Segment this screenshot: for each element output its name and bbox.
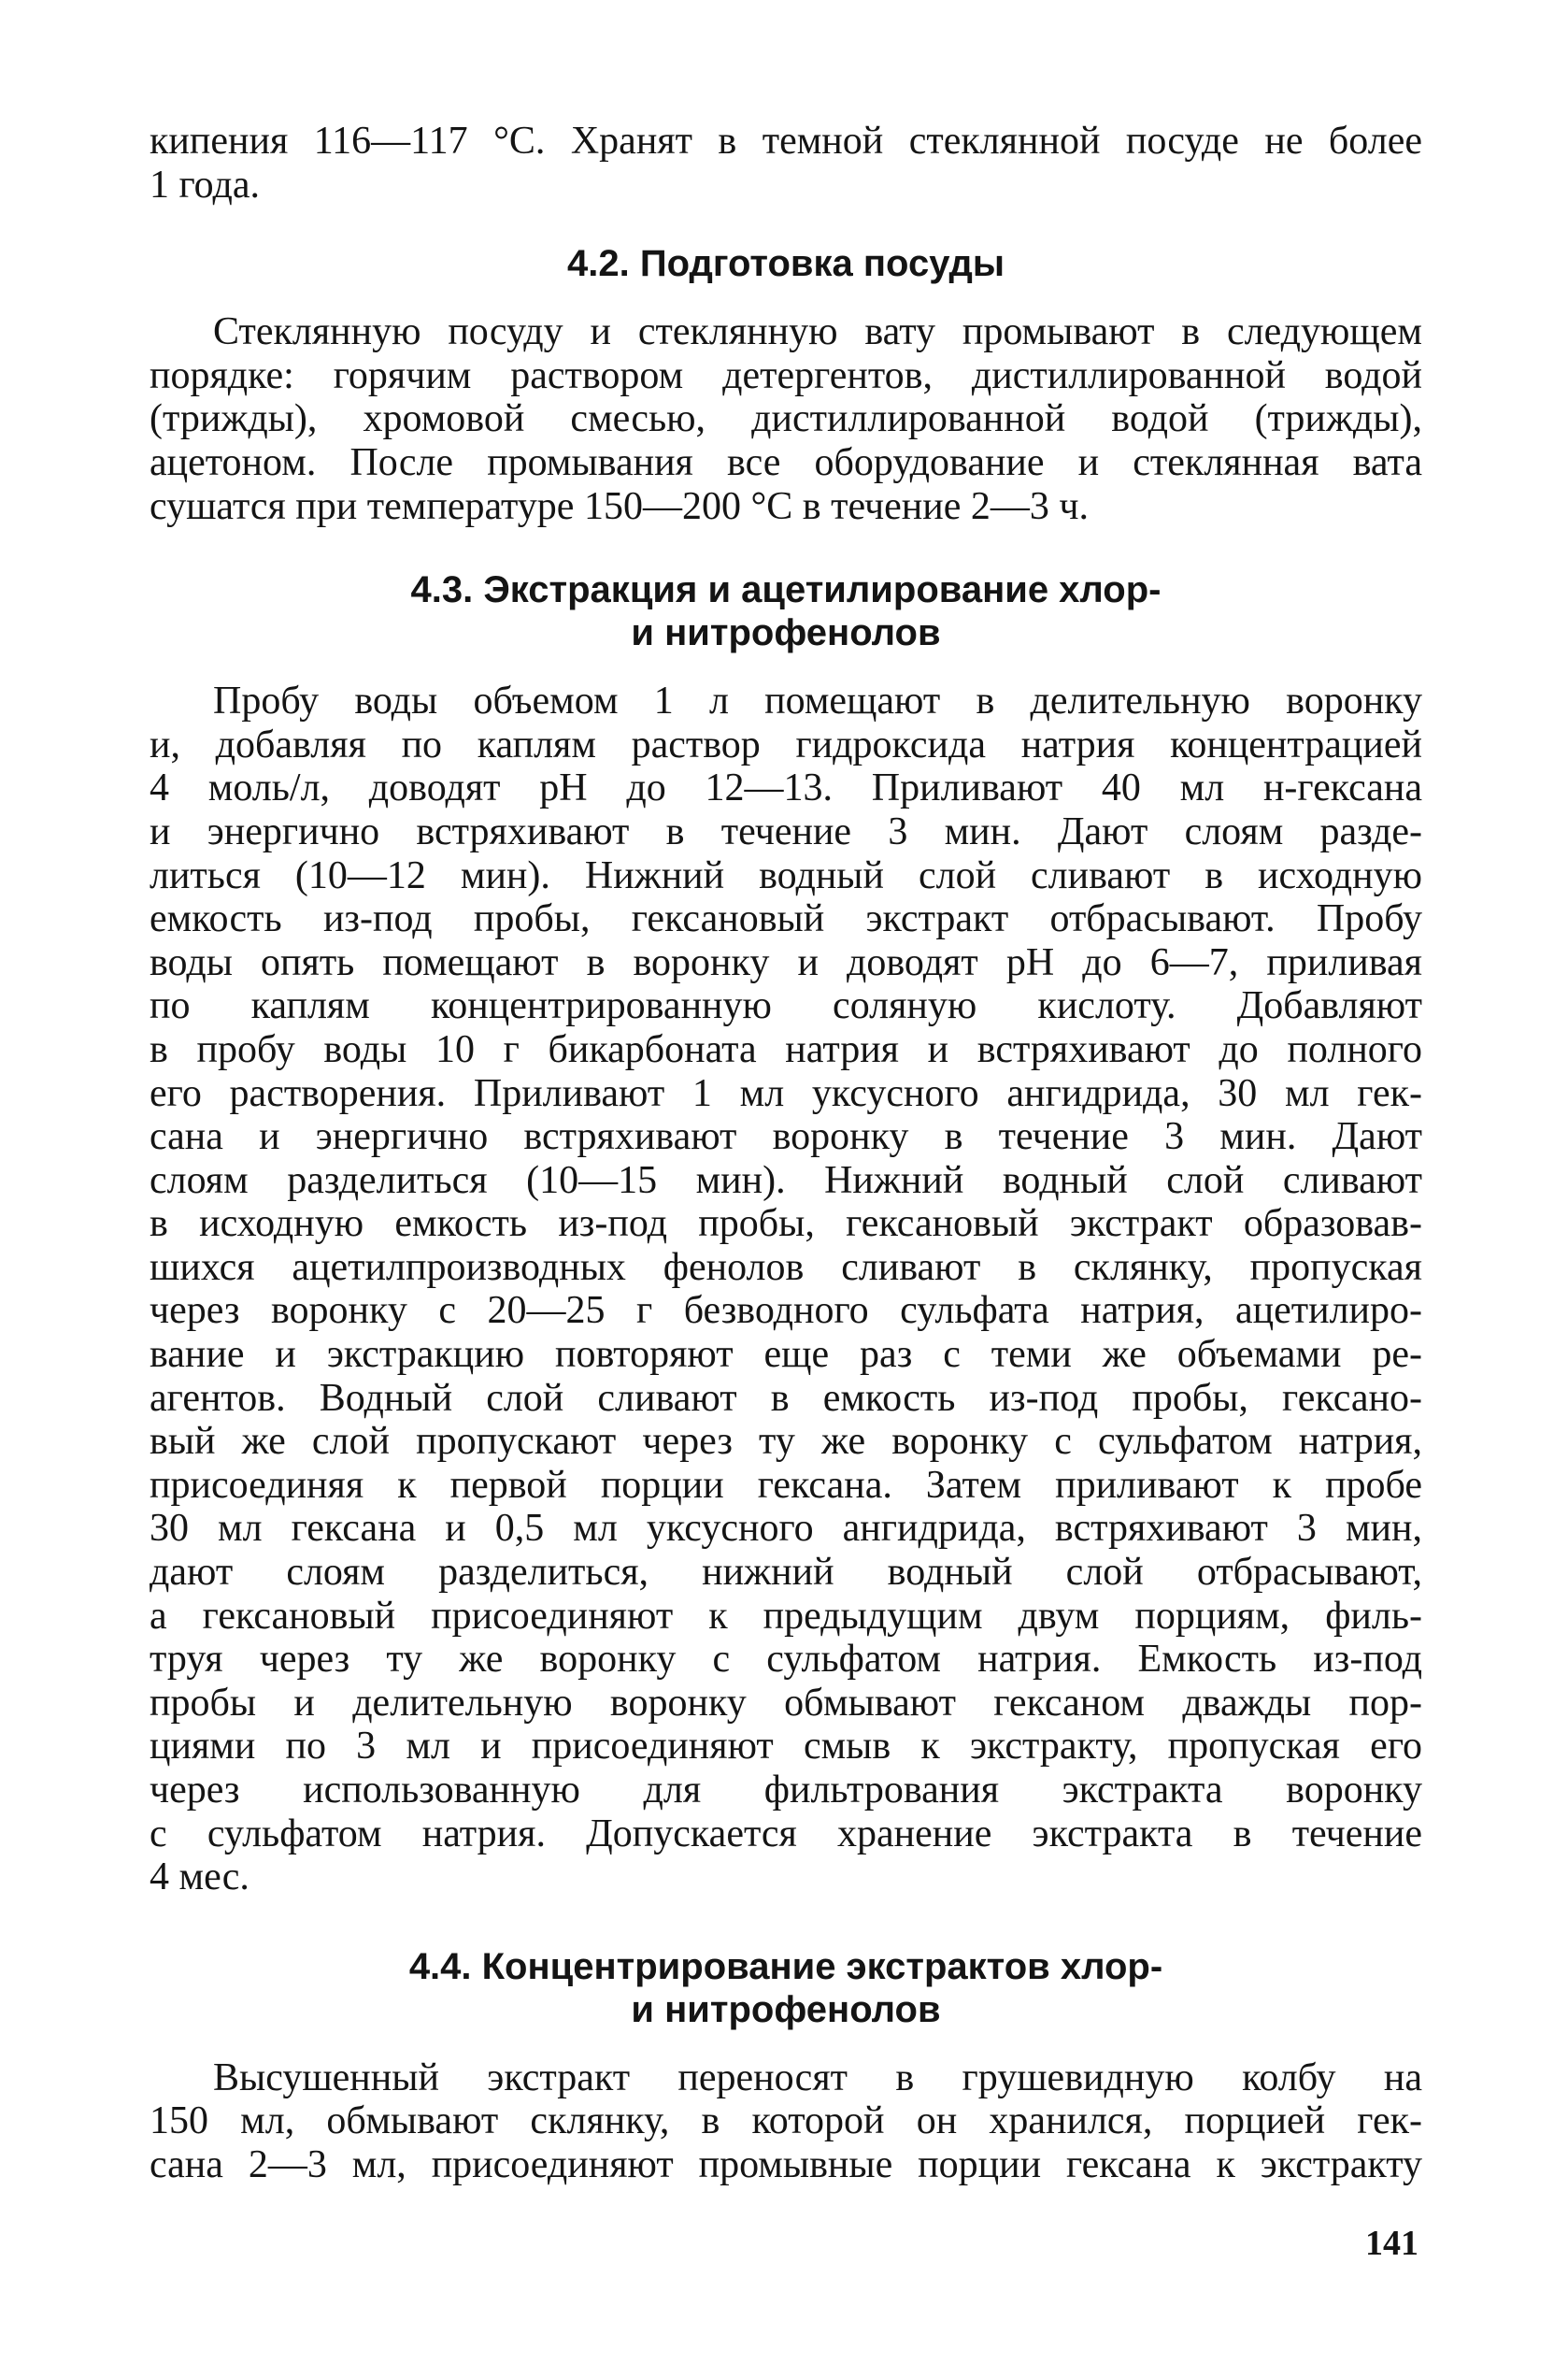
text-line: а гексановый присоединяют к предыдущим двум порциям, филь-: [150, 1594, 1422, 1638]
text-line: по каплям концентрированную соляную кислоту. Добавляют: [150, 984, 1422, 1028]
page-number: 141: [1365, 2224, 1418, 2263]
text-line: 4 мес.: [150, 1855, 249, 1899]
text-line: шихся ацетилпроизводных фенолов сливают в склянку, пропуская: [150, 1245, 1422, 1289]
section-4-2-heading: [150, 242, 1422, 285]
text-line: литься (10—12 мин). Нижний водный слой сливают в исходную: [150, 853, 1422, 897]
text-line: ацетоном. После промывания все оборудование и стеклянная вата: [150, 440, 1422, 484]
text-line: с сульфатом натрия. Допускается хранение экстракта в течение: [150, 1812, 1422, 1855]
intro-paragraph: [150, 120, 1422, 207]
text-line: труя через ту же воронку с сульфатом натрия. Емкость из-под: [150, 1638, 1422, 1682]
text-line: и энергично встряхивают в течение 3 мин. Дают слоям разде-: [150, 809, 1422, 853]
section-4-2-paragraph: [150, 310, 1422, 528]
text-line: сана и энергично встряхивают воронку в течение 3 мин. Дают: [150, 1115, 1422, 1159]
text-line: в исходную емкость из-под пробы, гексановый экстракт образовав-: [150, 1202, 1422, 1246]
text-line: 150 мл, обмывают склянку, в которой он хранился, порцией гек-: [150, 2099, 1422, 2143]
text-line: агентов. Водный слой сливают в емкость из-под пробы, гексано-: [150, 1376, 1422, 1420]
section-4-4-paragraph: [150, 2056, 1422, 2187]
text-line: кипения 116—117 °С. Хранят в темной стеклянной посуде не более: [150, 120, 1422, 163]
text-line: порядке: горячим раствором детергентов, дистиллированной водой: [150, 353, 1422, 397]
text-line: воды опять помещают в воронку и доводят pH до 6—7, приливая: [150, 940, 1422, 984]
text-line: сушатся при температуре 150—200 °С в течение 2—3 ч.: [150, 484, 1090, 528]
section-4-4-heading: [150, 1945, 1422, 2031]
text-line: 1 года.: [150, 163, 260, 207]
text-line: 30 мл гексана и 0,5 мл уксусного ангидрида, встряхивают 3 мин,: [150, 1507, 1422, 1551]
text-line: вый же слой пропускают через ту же воронку с сульфатом натрия,: [150, 1420, 1422, 1464]
heading-line: и нитрофенолов: [631, 1988, 941, 2030]
text-line: пробы и делительную воронку обмывают гексаном дважды пор-: [150, 1681, 1422, 1725]
text-line: дают слоям разделиться, нижний водный слой отбрасывают,: [150, 1551, 1422, 1595]
text-line: и, добавляя по каплям раствор гидроксида натрия концентрацией: [150, 723, 1422, 766]
heading-line: 4.2. Подготовка посуды: [566, 243, 1005, 285]
text-line: Высушенный экстракт переносят в грушевидную колбу на: [213, 2055, 1422, 2099]
text-line: через использованную для фильтрования экстракта воронку: [150, 1769, 1422, 1812]
text-line: (трижды), хромовой смесью, дистиллированной водой (трижды),: [150, 397, 1422, 441]
text-line: через воронку с 20—25 г безводного сульфата натрия, ацетилиро-: [150, 1289, 1422, 1333]
text-line: циями по 3 мл и присоединяют смыв к экстракту, пропуская его: [150, 1725, 1422, 1769]
text-line: сана 2—3 мл, присоединяют промывные порции гексана к экстракту: [150, 2142, 1422, 2186]
section-4-3-paragraph: [150, 680, 1422, 1899]
text-line: в пробу воды 10 г бикарбоната натрия и встряхивают до полного: [150, 1027, 1422, 1071]
text-line: емкость из-под пробы, гексановый экстракт отбрасывают. Пробу: [150, 897, 1422, 941]
text-line: слоям разделиться (10—15 мин). Нижний водный слой сливают: [150, 1158, 1422, 1202]
text-line: его растворения. Приливают 1 мл уксусного ангидрида, 30 мл гек-: [150, 1071, 1422, 1115]
text-line: Пробу воды объемом 1 л помещают в делительную воронку: [213, 680, 1422, 723]
heading-line: 4.3. Экстракция и ацетилирование хлор-: [410, 569, 1162, 611]
heading-line: и нитрофенолов: [631, 612, 941, 654]
text-line: 4 моль/л, доводят pH до 12—13. Приливают 40 мл н-гексана: [150, 766, 1422, 810]
text-line: вание и экстракцию повторяют еще раз с теми же объемами ре-: [150, 1333, 1422, 1377]
text-line: Стеклянную посуду и стеклянную вату промывают в следующем: [213, 310, 1422, 354]
page-content: [150, 120, 1422, 2187]
heading-line: 4.4. Концентрирование экстрактов хлор-: [408, 1945, 1163, 1987]
text-line: присоединяя к первой порции гексана. Затем приливают к пробе: [150, 1463, 1422, 1507]
section-4-3-heading: [150, 568, 1422, 654]
